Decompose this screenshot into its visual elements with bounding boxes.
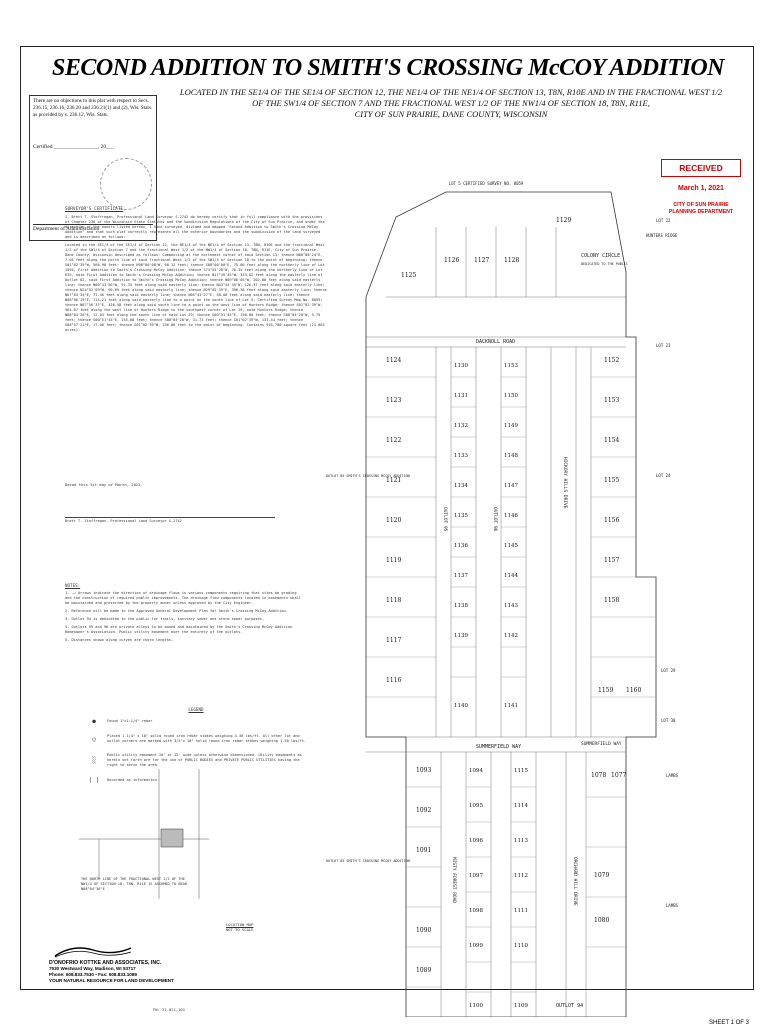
- lot-number: 1159: [598, 687, 614, 694]
- lot-number: 1147: [504, 483, 518, 489]
- lot-number: 1080: [594, 917, 610, 924]
- plat-svg: [326, 177, 770, 1017]
- smiths-crossing-label: OUTLOT 85 SMITH'S CROSSING MCCOY ADDITION: [326, 474, 410, 478]
- lot-number: 1099: [469, 943, 483, 949]
- lot-number: 1138: [454, 603, 468, 609]
- outlot96-label: OUTLOT 96: [492, 507, 497, 532]
- lot-number: 1154: [604, 437, 620, 444]
- subtitle-line-2: OF THE SW1/4 OF SECTION 7 AND THE FRACTIONAL WEST 1/2 OF THE NW1/4 OF SECTION 18, T8N, R11E,: [252, 98, 650, 108]
- lot-number: 1110: [514, 943, 528, 949]
- lot-number: 1095: [469, 803, 483, 809]
- lot-number: 1132: [454, 423, 468, 429]
- lot-number: 1100: [469, 1003, 483, 1009]
- surveyor-heading: SURVEYOR'S CERTIFICATE: [65, 207, 124, 212]
- lot-number: 1156: [604, 517, 620, 524]
- surveyor-paragraph-1: I, Brett T. Stoffregan, Professional Land Surveyor S-2742 do hereby certify that in full compliance with the provisions of Chapter 236 of the Wisconsin State Statutes and the Subdivision Regulations of the City of Sun Prairie, and under the direction of the owners listed hereon, I have surveyed, divided and mapped "Second Addition to Smith's Crossing McCoy Addition" and that such plat correctly represents all the exterior boundaries and the subdivision of the land surveyed and is described as follows:: [65, 215, 325, 239]
- sheet-number: SHEET 1 OF 3: [709, 1020, 749, 1024]
- orchard-hill-drive-label: ORCHARD HILL DRIVE: [572, 857, 577, 906]
- lot-number: 1116: [386, 677, 402, 684]
- hickory-hills-drive-label: HICKORY HILLS DRIVE: [562, 457, 567, 509]
- lots-right-group: [598, 357, 641, 694]
- lot-number: 1139: [454, 633, 468, 639]
- lot-number: 1142: [504, 633, 518, 639]
- lot22-label: LOT 22: [656, 218, 671, 223]
- lot-number: 1117: [386, 637, 402, 644]
- lot-number: 1136: [454, 543, 468, 549]
- lot-number: 1118: [386, 597, 402, 604]
- lot-number: 1109: [514, 1003, 528, 1009]
- lot-number: 1092: [416, 807, 432, 814]
- lot-number: 1124: [386, 357, 402, 364]
- lot-number: 1148: [504, 453, 518, 459]
- lot-number: 1158: [604, 597, 620, 604]
- lot-number: 1143: [504, 603, 518, 609]
- lots-top-group: [401, 217, 571, 279]
- lot-number: 1153: [504, 363, 518, 369]
- lot-number: 1112: [514, 873, 528, 879]
- lot-number: 1141: [504, 703, 518, 709]
- note-item: 3. Outlot 94 is dedicated to the public for trails, sanitary sewer and storm sewer purposes.: [65, 617, 265, 621]
- lot-number: 1079: [594, 872, 610, 879]
- lot-number: 1140: [454, 703, 468, 709]
- notes-heading: NOTES:: [65, 583, 81, 588]
- lot-number: 1128: [504, 257, 520, 264]
- lot24-label: LOT 24: [656, 473, 671, 478]
- location-map-caption: [226, 922, 253, 932]
- legend-text: Found 1"x1-1/4" rebar: [107, 719, 153, 723]
- plat-title: SECOND ADDITION TO SMITH'S CROSSING McCOY ADDITION: [51, 55, 724, 81]
- lots-bottom-far-group: [591, 772, 626, 924]
- surveyor-certificate: [65, 207, 327, 336]
- found-rebar-icon: ●: [92, 718, 96, 725]
- plat-drawing: [326, 177, 770, 1017]
- legend-row: [81, 718, 311, 725]
- colony-circle-dedicated: DEDICATED TO THE PUBLIC: [581, 262, 628, 266]
- lots-bottom-left-group: [416, 767, 431, 974]
- lot-number: 1129: [556, 217, 572, 224]
- note-item: 1. —→ Arrows indicate the direction of drainage flows in various components requiring that sites be grading and the construction of required public improvements. The drainage flow components located in easements shall be maintained and preserved by the property owner unless approved by the City Engineer.: [65, 591, 301, 605]
- lots-bottom-mid-group: [469, 768, 483, 1009]
- lot-number: 1137: [454, 573, 468, 579]
- firm-tagline: YOUR NATURAL RESOURCE FOR LAND DEVELOPMENT: [49, 978, 174, 983]
- lot-number: 1114: [514, 803, 528, 809]
- note-item: 4. Outlots 95 and 96 are private alleys to be owned and maintained by the Smith's Crossing McCoy Addition Homeowner's Association. Public utility easement over the entirety of the outlots.: [65, 625, 293, 634]
- plat-subtitle: [171, 87, 731, 120]
- seal-placeholder: [100, 158, 152, 210]
- legend-text: Placed 1-1/4" x 18" solid round iron rebar stakes weighing 4.30 lbs/ft. All other lot and outlot corners are marked with 3/4"x 18" solid round iron rebar stakes weighing 1.50 lbs/ft.: [107, 734, 307, 743]
- lot-number: 1152: [604, 357, 620, 364]
- outlot94-label: OUTLOT 94: [556, 1003, 584, 1009]
- lot-number: 1133: [454, 453, 468, 459]
- lots-bottom-right-group: [514, 768, 528, 1009]
- firm-name: D'ONOFRIO KOTTKE AND ASSOCIATES, INC.: [49, 960, 162, 966]
- firm-address: 7530 Westward Way, Madison, WI 53717: [49, 966, 136, 971]
- summerfield-way-label: SUMMERFIELD WAY: [476, 744, 522, 750]
- placed-rebar-icon: ○: [92, 735, 96, 743]
- lot-number: 1119: [386, 557, 402, 564]
- easement-icon: ░: [92, 757, 96, 764]
- approval-text: There are no objections to this plat with respect to Secs. 236.15, 236.16, 236.20 and 236.21(1) and (2), Wis. Stats. as provided by s. 236.12, Wis. Stats.: [33, 98, 153, 118]
- lambs-label-south: LAMBS: [666, 903, 679, 908]
- lot-number: 1097: [469, 873, 483, 879]
- lot-number: 1122: [386, 437, 402, 444]
- lot-number: 1149: [504, 423, 518, 429]
- lot-number: 1131: [454, 393, 468, 399]
- lot-number: 1155: [604, 477, 620, 484]
- lot-number: 1089: [416, 967, 432, 974]
- lot-number: 1094: [469, 768, 483, 774]
- recorded-icon: ( ): [88, 777, 100, 784]
- lots-mid-right-group: [504, 363, 518, 709]
- lot-number: 1120: [386, 517, 402, 524]
- approval-certified: Certified ________________, 20___: [33, 144, 115, 150]
- surveyor-paragraph-2: Located in the SE1/4 of the SE1/4 of Section 12, the NE1/4 of the NE1/4 of Section 13, T8N, R10E and the fractional West 1/2 of the SW1/4 of Section 7 and the fractional West 1/2 of the NW1/4 of Section 18, T8N, R11E, City of Sun Prairie, Dane County, Wisconsin described as follows: Commencing at the northeast corner of said Section 13; thence N00°08'24"E, 7.65 feet along the north line of said fractional West 1/2 of the SW1/4 of Section 18 to the point of beginning; thence S01°02'39"W, 566.98 feet; thence N90°00'00"W, 60.12 feet; thence S00°00'00"E, 75.00 feet along the northerly line of Lot 1094, First Addition to Smith's Crossing McCoy Addition; thence S74°55'28"W, 70.35 feet along the northerly line of Lot 635, said First Addition to Smith's Crossing McCoy Addition; thence N17°49'45"W, 333.02 feet along the easterly line of Outlot 82, said First Addition to Smith's Crossing McCoy Addition; thence N09°06'05"W, 202.80 feet along said easterly line; thence N00°43'56"W, 91.33 feet along said easterly line; thence N43°44'45"W, 126.57 feet along said easterly line; thence N24°52'09"W, 90.69 feet along said easterly line; thence N29°05'39"E, 396.38 feet along said easterly line; thence N07°04'34"E, 71.46 feet along said easterly line; thence N05°41'27"E, 50.00 feet along said easterly line; thence N88°06'19"E, 114.21 feet along said easterly line to a point on the south line of Lot 5, Certified Survey Map No. 8059; thence N87°56'37"E, 426.58 feet along said south line to a point on the west line of Hunters Ridge; thence S01°02'39"W, 564.87 feet along the west line of Hunters Ridge to the southwest corner of Lot 29, said Hunters Ridge; thence N88°04'20"E, 12.03 feet along the south line of said Lot 29; thence S00°51'45"E, 196.80 feet; thence S88°04'20"W, 5.75 feet; thence S00°51'45"E, 155.00 feet; thence S88°04'20"W, 31.73 feet; thence S01°02'39"W, 133.44 feet; thence S88°57'21"E, 17.00 feet; thence S01°02'39"W, 256.06 feet to the point of beginning. Contains 916,780 square feet (21.003 acres).: [65, 243, 327, 332]
- legend-row: [81, 753, 311, 768]
- lot-number: 1134: [454, 483, 468, 489]
- lot-number: 1096: [469, 838, 483, 844]
- colony-circle-label: COLONY CIRCLE: [581, 253, 621, 259]
- legend-row: [81, 734, 311, 744]
- legend-heading: LEGEND: [188, 707, 204, 712]
- lot-number: 1150: [504, 393, 518, 399]
- surveyor-signature: Brett T. Stoffregan, Professional Land Surveyor S-2742: [65, 517, 275, 523]
- firm-block: [49, 942, 199, 984]
- dacknoll-road-label: DACKNOLL ROAD: [476, 339, 516, 345]
- lot-number: 1111: [514, 908, 528, 914]
- lot-number: 1144: [504, 573, 518, 579]
- legend-text: Recorded as information: [107, 778, 157, 782]
- note-item: 2. Reference will be made to the Approved General Development Plan for Smith's Crossing McCoy Addition.: [65, 609, 288, 613]
- lot-number: 1078: [591, 772, 607, 779]
- lot-number: 1090: [416, 927, 432, 934]
- lot-number: 1123: [386, 397, 402, 404]
- subtitle-line-3: CITY OF SUN PRAIRIE, DANE COUNTY, WISCONSIN: [354, 109, 548, 119]
- lot-number: 1113: [514, 838, 528, 844]
- lot-number: 1130: [454, 363, 468, 369]
- lot-number: 1077: [611, 772, 627, 779]
- lambs-label: LAMBS: [666, 773, 679, 778]
- lot-number: 1145: [504, 543, 518, 549]
- lot29-label: LOT 29: [661, 668, 676, 673]
- misty-forest-road-label: MISTY FOREST ROAD: [451, 857, 456, 904]
- lot23-label: LOT 23: [656, 343, 671, 348]
- section-note: THE NORTH LINE OF THE FRACTIONAL WEST 1/2 OF THE NW1/4 OF SECTION 18, T8N, R11E IS ASSUMED TO BEAR N88°04'36"E: [81, 877, 188, 891]
- lot-number: 1160: [626, 687, 642, 694]
- location-map-title: LOCATION MAP: [226, 922, 254, 927]
- hunters-ridge-label: HUNTERS RIDGE: [646, 233, 678, 238]
- lot30-label: LOT 30: [661, 718, 676, 723]
- approval-department: Department of Administration: [33, 224, 153, 232]
- received-department: PLANNING DEPARTMENT: [668, 209, 734, 215]
- note-item: 5. Distances shown along curves are chord lengths.: [65, 638, 174, 642]
- lot-number: 1093: [416, 767, 432, 774]
- lot-number: 1115: [514, 768, 528, 774]
- lot-number: 1127: [474, 257, 490, 264]
- lot-number: 1126: [444, 257, 460, 264]
- file-number: FN: 21-021-101: [153, 1007, 186, 1012]
- outlot95-label: OUTLOT 95: [442, 507, 447, 532]
- lots-left-group: [386, 357, 401, 684]
- smiths-crossing-label-south: OUTLOT 85 SMITH'S CROSSING MCCOY ADDITION: [326, 859, 410, 863]
- subtitle-line-1: LOCATED IN THE SE1/4 OF THE SE1/4 OF SECTION 12, THE NE1/4 OF THE NE1/4 OF SECTION 13, T8N, R10E AND IN THE FRACTIONAL WEST 1/2: [179, 87, 723, 97]
- plat-lot-lines: [366, 227, 656, 1017]
- lot-number: 1125: [401, 272, 417, 279]
- received-date: March 1, 2021: [678, 185, 724, 192]
- firm-phone: Phone: 608.833.7530 • Fax: 608.833.1089: [49, 972, 137, 977]
- lot-number: 1098: [469, 908, 483, 914]
- lot-number: 1153: [604, 397, 620, 404]
- lot5-label: LOT 5 CERTIFIED SURVEY NO. 8059: [448, 181, 524, 186]
- surveyor-dated: Dated this 1st day of March, 2021.: [65, 482, 143, 487]
- firm-logo-icon: [53, 942, 133, 958]
- lot-number: 1157: [604, 557, 620, 564]
- lot-number: 1091: [416, 847, 432, 854]
- received-city: CITY OF SUN PRAIRIE: [673, 202, 729, 208]
- location-map-scale: NOT TO SCALE: [226, 927, 254, 932]
- plat-sheet: [20, 46, 754, 1024]
- received-label: RECEIVED: [661, 159, 741, 177]
- lots-mid-left-group: [454, 363, 468, 709]
- legend-text: Public utility easement 10' or 12' wide unless otherwise dimensioned. Utility easements as herein set forth are for the use of PUBLIC BODIES and PRIVATE PUBLIC UTILITIES having the right to serve the area.: [107, 753, 302, 767]
- lot-number: 1146: [504, 513, 518, 519]
- lot-number: 1121: [386, 477, 402, 484]
- lot-number: 1135: [454, 513, 468, 519]
- summerfield-way-label-right: SUMMERFIELD WAY: [581, 742, 622, 747]
- notes-section: [65, 583, 305, 646]
